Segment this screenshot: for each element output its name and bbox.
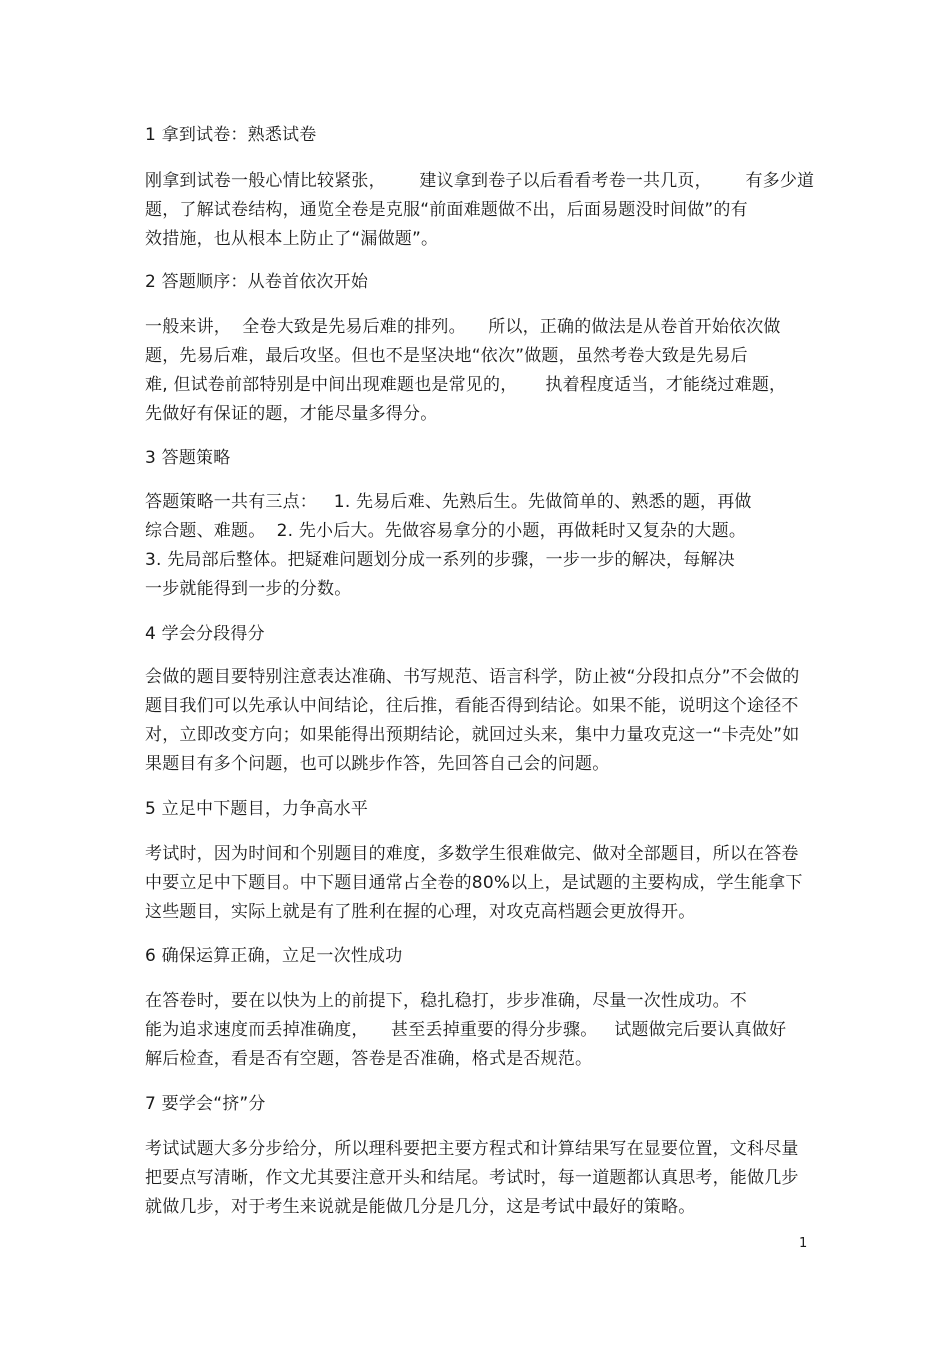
paragraph-line: 一般来讲， 全卷大致是先易后难的排列。 所以，正确的做法是从卷首开始依次做 bbox=[145, 317, 781, 337]
paragraph-line: 考试时，因为时间和个别题目的难度，多数学生很难做完、做对全部题目，所以在答卷 bbox=[145, 844, 799, 864]
paragraph-line: 考试试题大多分步给分，所以理科要把主要方程式和计算结果写在显要位置，文科尽量 bbox=[145, 1139, 799, 1159]
paragraph-line: 答题策略一共有三点： 1. 先易后难、先熟后生。先做简单的、熟悉的题，再做 bbox=[145, 492, 752, 512]
paragraph-line: 在答卷时，要在以快为上的前提下，稳扎稳打，步步准确，尽量一次性成功。不 bbox=[145, 991, 747, 1011]
section-heading: 4 学会分段得分 bbox=[145, 624, 265, 644]
paragraph-line: 就做几步，对于考生来说就是能做几分是几分，这是考试中最好的策略。 bbox=[145, 1197, 696, 1217]
paragraph-line: 能为追求速度而丢掉准确度， 甚至丢掉重要的得分步骤。 试题做完后要认真做好 bbox=[145, 1020, 787, 1040]
paragraph-line: 题目我们可以先承认中间结论，往后推，看能否得到结论。如果不能，说明这个途径不 bbox=[145, 696, 799, 716]
section-heading: 6 确保运算正确，立足一次性成功 bbox=[145, 946, 403, 966]
paragraph-line: 刚拿到试卷一般心情比较紧张， 建议拿到卷子以后看看考卷一共几页， 有多少道 bbox=[145, 171, 815, 191]
paragraph-line: 题，了解试卷结构，通览全卷是克服“前面难题做不出，后面易题没时间做”的有 bbox=[145, 200, 748, 220]
paragraph-line: 解后检查，看是否有空题，答卷是否准确，格式是否规范。 bbox=[145, 1049, 593, 1069]
paragraph-line: 效措施，也从根本上防止了“漏做题”。 bbox=[145, 229, 439, 249]
section-heading: 2 答题顺序：从卷首依次开始 bbox=[145, 272, 369, 292]
paragraph-line: 难, 但试卷前部特别是中间出现难题也是常见的， 执着程度适当，才能绕过难题， bbox=[145, 375, 787, 395]
paragraph-line: 对，立即改变方向；如果能得出预期结论，就回过头来，集中力量攻克这一“卡壳处”如 bbox=[145, 725, 800, 745]
page-number: 1 bbox=[799, 1236, 808, 1251]
paragraph-line: 先做好有保证的题，才能尽量多得分。 bbox=[145, 404, 438, 424]
paragraph-line: 果题目有多个问题，也可以跳步作答，先回答自己会的问题。 bbox=[145, 754, 610, 774]
paragraph-line: 会做的题目要特别注意表达准确、书写规范、语言科学，防止被“分段扣点分”不会做的 bbox=[145, 667, 800, 687]
paragraph-line: 一步就能得到一步的分数。 bbox=[145, 579, 352, 599]
section-heading: 3 答题策略 bbox=[145, 448, 231, 468]
section-heading: 5 立足中下题目，力争高水平 bbox=[145, 799, 369, 819]
paragraph-line: 3. 先局部后整体。把疑难问题划分成一系列的步骤，一步一步的解决，每解决 bbox=[145, 550, 735, 570]
paragraph-line: 题，先易后难，最后攻坚。但也不是坚决地“依次”做题，虽然考卷大致是先易后 bbox=[145, 346, 748, 366]
section-heading: 1 拿到试卷：熟悉试卷 bbox=[145, 125, 317, 145]
section-heading: 7 要学会“挤”分 bbox=[145, 1094, 266, 1114]
paragraph-line: 把要点写清晰，作文尤其要注意开头和结尾。考试时，每一道题都认真思考，能做几步 bbox=[145, 1168, 799, 1188]
paragraph-line: 这些题目，实际上就是有了胜利在握的心理，对攻克高档题会更放得开。 bbox=[145, 902, 696, 922]
paragraph-line: 中要立足中下题目。中下题目通常占全卷的80%以上，是试题的主要构成，学生能拿下 bbox=[145, 873, 803, 893]
paragraph-line: 综合题、难题。 2. 先小后大。先做容易拿分的小题，再做耗时又复杂的大题。 bbox=[145, 521, 747, 541]
